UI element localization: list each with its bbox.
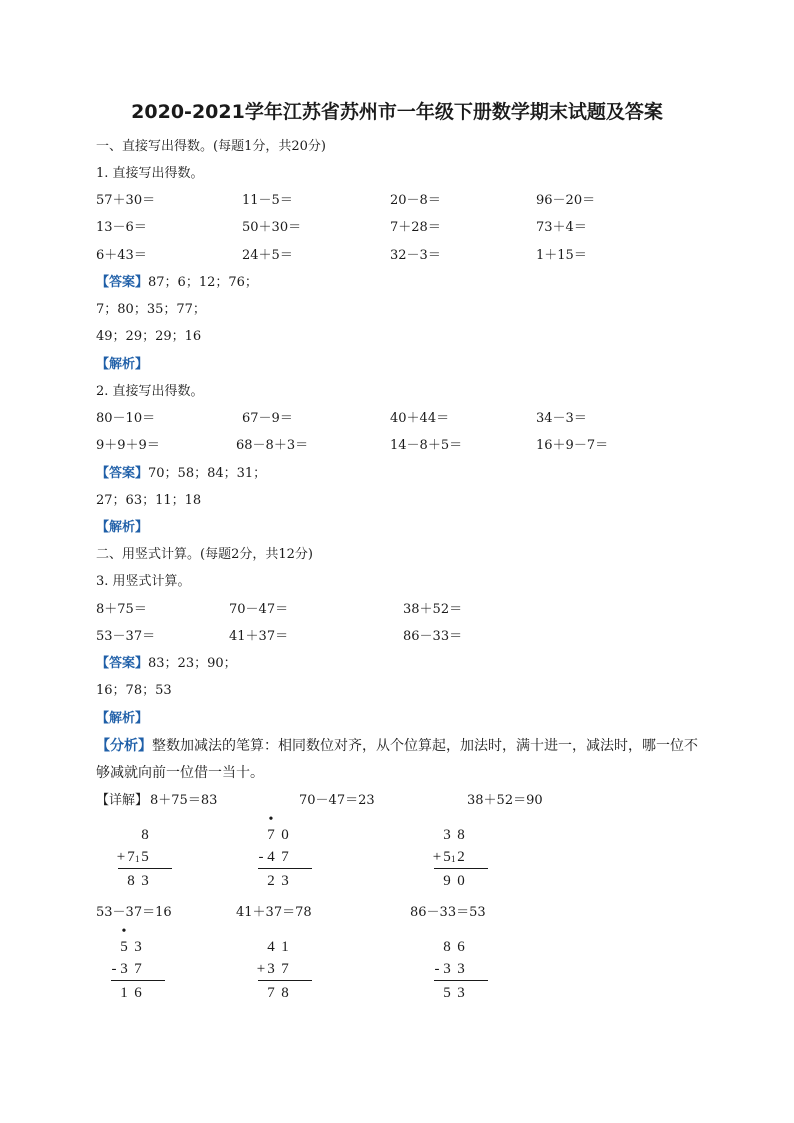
analysis-tag: 【解析】 — [96, 711, 149, 726]
answer-text: 83；23；90； — [148, 656, 237, 671]
detail-expression: 38＋52＝90 — [467, 793, 543, 808]
operator: - — [434, 961, 440, 977]
fenxi-text: 整数加减法的笔算：相同数位对齐，从个位算起，加法时，满十进一，减法时，哪一位不 — [152, 738, 698, 754]
operator: + — [432, 849, 442, 865]
operator: + — [256, 961, 266, 977]
expression: 53－37＝ — [96, 629, 156, 644]
q3-row — [0, 601, 794, 619]
expression: 24＋5＝ — [242, 248, 293, 263]
digit: 5 — [443, 849, 451, 865]
digit: 4 — [267, 939, 275, 955]
detail-row — [0, 792, 794, 810]
digit: 3 — [267, 961, 275, 977]
answer-text: 70；58；84；31； — [148, 466, 267, 481]
borrow-dot: • — [268, 812, 274, 827]
answer-line: 16；78；53 — [96, 683, 172, 698]
expression: 86－33＝ — [403, 629, 463, 644]
expression: 14－8＋5＝ — [390, 438, 463, 453]
result-line — [434, 980, 488, 981]
answer-line: 49；29；29；16 — [96, 329, 202, 344]
expression: 40＋44＝ — [390, 411, 450, 426]
answer-tag: 【答案】 — [96, 656, 149, 671]
answer-line: 27；63；11；18 — [96, 493, 202, 508]
q1-answer — [96, 274, 258, 292]
digit: 6 — [134, 985, 142, 1001]
digit: 3 — [134, 939, 142, 955]
q2-row — [0, 410, 794, 428]
digit — [124, 825, 138, 845]
digit: 8 — [141, 827, 149, 843]
result-line — [258, 868, 312, 869]
q3-answer — [96, 655, 237, 673]
section-2-heading: 二、用竖式计算。(每题2分，共12分) — [96, 547, 313, 562]
question-1-label: 1. 直接写出得数。 — [96, 166, 204, 181]
expression: 32－3＝ — [390, 248, 441, 263]
digit: 3 — [457, 961, 465, 977]
expression: 38＋52＝ — [403, 602, 463, 617]
expression: 80－10＝ — [96, 411, 156, 426]
digit: 3 — [457, 985, 465, 1001]
answer-tag: 【答案】 — [96, 466, 149, 481]
carry-mark: 1 — [451, 854, 456, 864]
expression: 13－6＝ — [96, 220, 147, 235]
q1-row — [0, 192, 794, 210]
result-line — [118, 868, 172, 869]
section-1-heading: 一、直接写出得数。(每题1分，共20分) — [96, 139, 326, 154]
answer-text: 87；6；12；76； — [148, 275, 258, 290]
digit: 3 — [281, 873, 289, 889]
expression: 11－5＝ — [242, 193, 293, 208]
result-line — [434, 868, 488, 869]
operator: - — [258, 849, 264, 865]
answer-tag: 【答案】 — [96, 275, 149, 290]
expression: 1＋15＝ — [536, 248, 587, 263]
expression: 7＋28＝ — [390, 220, 441, 235]
expression: 34－3＝ — [536, 411, 587, 426]
expression: 9＋9＋9＝ — [96, 438, 160, 453]
expression: 57＋30＝ — [96, 193, 156, 208]
detail-expression: 70－47＝23 — [299, 793, 375, 808]
fenxi-paragraph — [96, 737, 698, 755]
expression: 41＋37＝ — [229, 629, 289, 644]
detail-row — [0, 904, 794, 922]
digit: 8 — [281, 985, 289, 1001]
digit: 8 — [443, 939, 451, 955]
digit: 4 — [267, 849, 275, 865]
expression: 68－8＋3＝ — [236, 438, 309, 453]
expression: 70－47＝ — [229, 602, 289, 617]
question-2-label: 2. 直接写出得数。 — [96, 384, 204, 399]
digit: 5 — [443, 985, 451, 1001]
expression: 8＋75＝ — [96, 602, 147, 617]
expression: 73＋4＝ — [536, 220, 587, 235]
digit: 3 — [120, 961, 128, 977]
operator: - — [111, 961, 117, 977]
detail-expression: 41＋37＝78 — [236, 905, 312, 920]
digit: 1 — [120, 985, 128, 1001]
digit: 5 — [120, 939, 128, 955]
digit: 9 — [443, 873, 451, 889]
digit: 2 — [267, 873, 275, 889]
digit: 8 — [457, 827, 465, 843]
fenxi-text-continued: 够减就向前一位借一当十。 — [96, 765, 264, 781]
q1-row — [0, 219, 794, 237]
digit: 0 — [457, 873, 465, 889]
digit: 3 — [141, 873, 149, 889]
carry-mark: 1 — [135, 854, 140, 864]
digit: 3 — [443, 827, 451, 843]
result-line — [111, 980, 165, 981]
borrow-dot: • — [121, 924, 127, 939]
expression: 96－20＝ — [536, 193, 596, 208]
q3-row — [0, 628, 794, 646]
digit: 7 — [267, 985, 275, 1001]
expression: 67－9＝ — [242, 411, 293, 426]
digit: 7 — [134, 961, 142, 977]
digit: 5 — [141, 849, 149, 865]
expression: 20－8＝ — [390, 193, 441, 208]
digit: 7 — [127, 849, 135, 865]
detail-expression: 53－37＝16 — [96, 905, 172, 920]
detail-expression: 8＋75＝83 — [150, 793, 218, 808]
fenxi-tag: 【分析】 — [96, 738, 152, 754]
operator: + — [116, 849, 126, 865]
digit: 7 — [281, 961, 289, 977]
digit: 3 — [443, 961, 451, 977]
digit: 1 — [281, 939, 289, 955]
document-title: 2020-2021学年江苏省苏州市一年级下册数学期末试题及答案 — [131, 101, 663, 123]
detail-tag: 【详解】 — [96, 793, 149, 808]
analysis-tag: 【解析】 — [96, 520, 149, 535]
expression: 16＋9－7＝ — [536, 438, 609, 453]
q2-row — [0, 437, 794, 455]
analysis-tag: 【解析】 — [96, 357, 149, 372]
digit: 2 — [457, 849, 465, 865]
digit: 7 — [267, 827, 275, 843]
answer-line: 7；80；35；77； — [96, 302, 206, 317]
expression: 50＋30＝ — [242, 220, 302, 235]
digit: 8 — [127, 873, 135, 889]
digit: 0 — [281, 827, 289, 843]
digit: 7 — [281, 849, 289, 865]
detail-expression: 86－33＝53 — [410, 905, 486, 920]
q2-answer — [96, 465, 266, 483]
expression: 6＋43＝ — [96, 248, 147, 263]
result-line — [258, 980, 312, 981]
digit: 6 — [457, 939, 465, 955]
q1-row — [0, 247, 794, 265]
question-3-label: 3. 用竖式计算。 — [96, 574, 191, 589]
